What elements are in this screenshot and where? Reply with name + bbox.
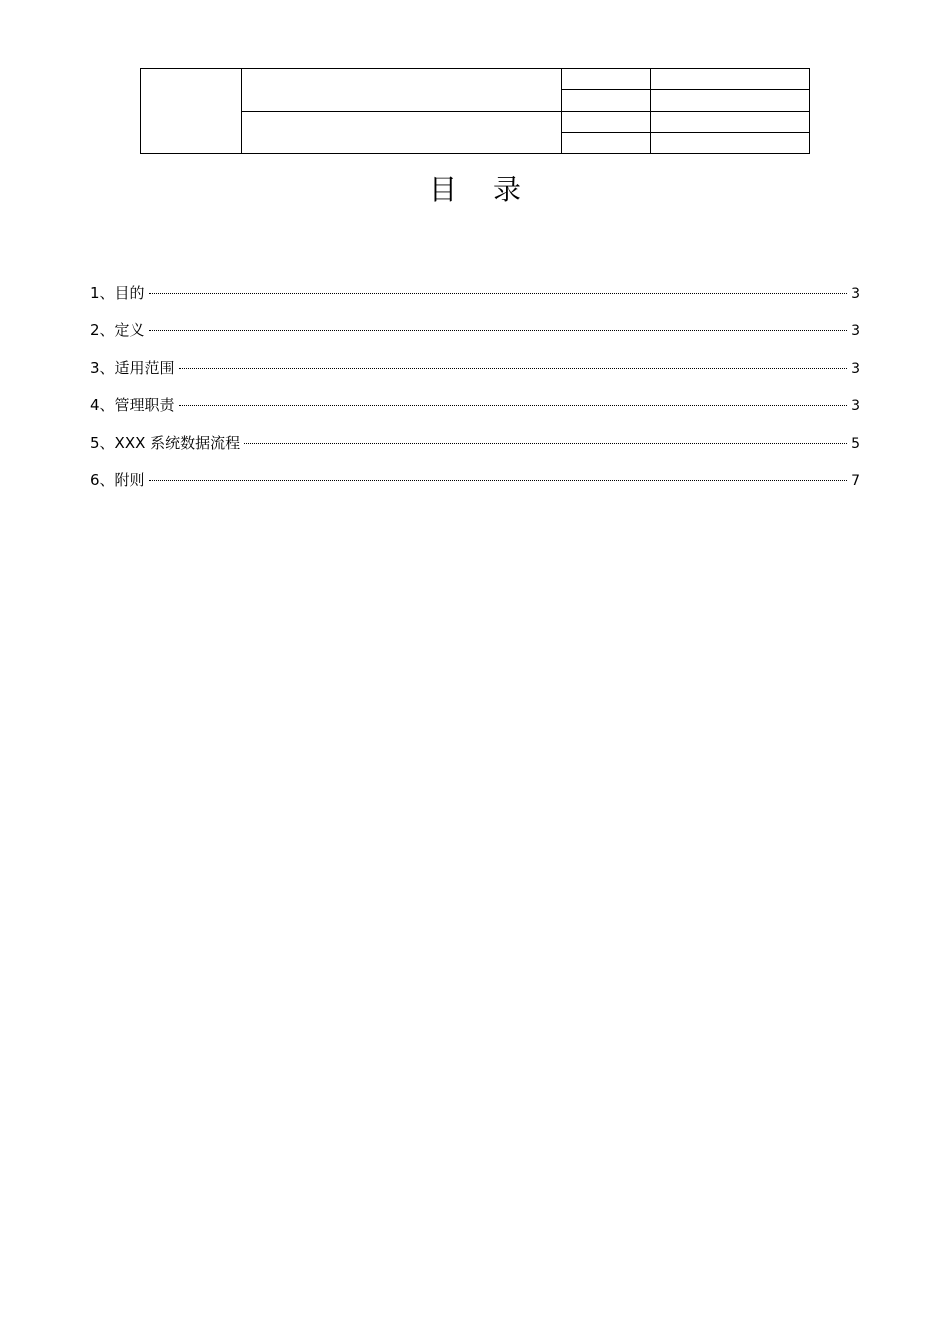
header-logo-cell xyxy=(141,69,242,154)
toc-entry-page: 7 xyxy=(851,472,860,489)
toc-entry[interactable] xyxy=(90,430,860,467)
toc-entry-label: 1、目的 xyxy=(90,284,145,302)
toc-entry-label: 5、XXX 系统数据流程 xyxy=(90,433,241,452)
toc-entry-label: 6、附则 xyxy=(90,470,145,489)
toc-entry-page: 3 xyxy=(851,360,860,377)
toc-dot-leader xyxy=(149,293,848,294)
header-field-value-cell xyxy=(651,69,810,90)
header-field-value-cell xyxy=(651,111,810,132)
toc-entry[interactable] xyxy=(90,317,860,354)
toc-title: 目录 xyxy=(428,173,557,206)
header-field-value-cell xyxy=(651,90,810,111)
toc-entry[interactable] xyxy=(90,392,860,429)
header-field-label-cell xyxy=(561,69,650,90)
toc-entry[interactable] xyxy=(90,355,860,392)
toc-dot-leader xyxy=(149,480,848,481)
header-field-label-cell xyxy=(561,90,650,111)
document-header-table xyxy=(140,68,810,154)
header-field-label-cell xyxy=(561,132,650,153)
toc-dot-leader xyxy=(244,443,847,444)
toc-entry-page: 3 xyxy=(851,398,860,415)
toc-dot-leader xyxy=(179,405,848,406)
header-title-cell xyxy=(242,69,561,112)
toc-entry-page: 5 xyxy=(851,435,860,452)
toc-entry-page: 3 xyxy=(851,323,860,340)
toc-entry[interactable] xyxy=(90,467,860,504)
toc-entry-label: 3、适用范围 xyxy=(90,358,175,377)
toc-entry[interactable] xyxy=(90,280,860,317)
toc-entry-label: 4、管理职责 xyxy=(90,396,175,415)
header-field-label-cell xyxy=(561,111,650,132)
header-subtitle-cell xyxy=(242,111,561,154)
toc-entry-page: 3 xyxy=(851,286,860,302)
table-of-contents xyxy=(90,280,860,504)
toc-dot-leader xyxy=(149,330,848,331)
toc-dot-leader xyxy=(179,368,848,369)
toc-entry-label: 2、定义 xyxy=(90,321,145,340)
header-field-value-cell xyxy=(651,132,810,153)
